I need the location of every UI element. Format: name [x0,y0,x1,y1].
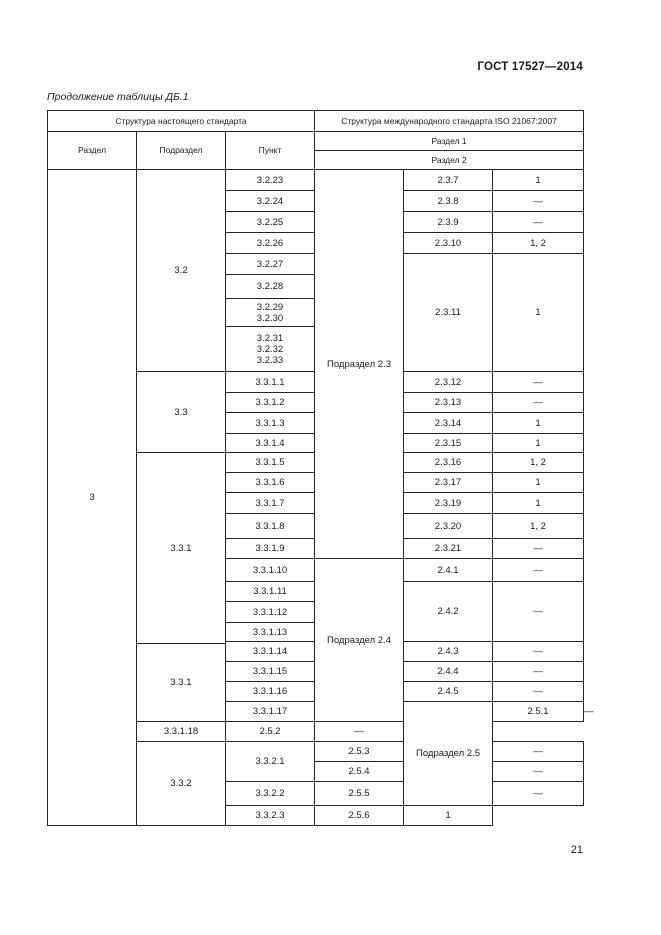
intl-item-cell: 2.3.10 [404,233,493,254]
intl-item-cell: 2.3.15 [404,434,493,453]
intl-item-cell: 2.5.2 [226,722,315,742]
item-cell: 3.2.28 [226,275,315,299]
intl-item-cell: 2.3.9 [404,212,493,233]
intl-item-cell: 2.3.16 [404,453,493,473]
note-cell: — [493,559,584,582]
item-cell: 3.3.1.13 [226,623,315,642]
note-cell: 1 [493,413,584,434]
item-cell: 3.3.1.10 [226,559,315,582]
intl-item-cell: 2.5.5 [315,782,404,806]
note-cell: 1, 2 [493,233,584,254]
subsection-cell: 3.2 [137,170,226,372]
item-cell: 3.3.1.18 [137,722,226,742]
intl-subsection-cell: Подраздел 2.3 [315,170,404,559]
note-cell: 1, 2 [493,514,584,539]
table-row: 3.3.1.17 Подраздел 2.5 2.5.1 — [48,702,584,722]
item-cell: 3.3.1.16 [226,682,315,702]
note-cell: — [493,682,584,702]
item-cell: 3.3.2.1 [226,742,315,782]
item-cell: 3.3.1.3 [226,413,315,434]
subsection-cell: 3.3.1 [137,453,226,644]
subsection-cell: 3.3.1 [137,644,226,722]
note-cell: — [493,212,584,233]
intl-subsection-cell: Подраздел 2.4 [315,559,404,722]
note-cell: — [493,662,584,682]
intl-item-cell: 2.5.4 [315,762,404,782]
note-cell: — [493,782,584,806]
item-cell: 3.3.2.3 [226,806,315,826]
item-cell: 3.3.1.7 [226,493,315,514]
intl-item-cell: 2.4.3 [404,642,493,662]
note-cell: — [493,642,584,662]
item-cell: 3.3.1.5 [226,453,315,473]
item-cell: 3.2.23 [226,170,315,191]
item-cell: 3.3.1.1 [226,372,315,393]
correspondence-table [47,110,594,826]
item-cell: 3.3.2.2 [226,782,315,806]
intl-item-cell: 2.3.8 [404,191,493,212]
intl-item-cell: 2.3.13 [404,393,493,413]
item-cell: 3.3.1.6 [226,473,315,493]
note-cell: — [493,582,584,642]
intl-level1-header: Раздел 1 [315,132,584,151]
header-row [48,111,584,132]
document-code: ГОСТ 17527—2014 [477,61,583,73]
intl-item-cell: 2.3.21 [404,539,493,559]
header-row [48,132,584,151]
item-cell: 3.3.1.8 [226,514,315,539]
intl-item-cell: 2.3.12 [404,372,493,393]
note-cell: — [493,539,584,559]
note-cell: — [493,372,584,393]
item-cell: 3.2.26 [226,233,315,254]
intl-item-cell: 2.3.14 [404,413,493,434]
intl-level2-header: Раздел 2 [315,151,584,170]
intl-item-cell: 2.4.4 [404,662,493,682]
intl-item-cell: 2.4.1 [404,559,493,582]
intl-item-cell: 2.4.2 [404,582,493,642]
note-cell: — [493,762,584,782]
intl-item-cell: 2.3.11 [404,254,493,372]
item-cell: 3.2.25 [226,212,315,233]
intl-item-cell: 2.5.3 [315,742,404,762]
item-cell: 3.2.24 [226,191,315,212]
note-cell: — [493,393,584,413]
col-header-item: Пункт [226,132,315,170]
note-cell: 1 [493,170,584,191]
item-cell: 3.2.27 [226,254,315,275]
intl-item-cell: 2.4.5 [404,682,493,702]
note-cell: 1 [404,806,493,826]
note-cell: — [493,191,584,212]
intl-item-cell: 2.5.6 [315,806,404,826]
col-header-section: Раздел [48,132,137,170]
note-cell: 1 [493,473,584,493]
page-number: 21 [570,844,583,856]
item-cell: 3.2.31 3.2.32 3.2.33 [226,327,315,372]
intl-item-cell: 2.3.19 [404,493,493,514]
intl-item-cell: 2.3.20 [404,514,493,539]
intl-item-cell: 2.5.1 [493,702,584,722]
item-cell: 3.3.1.9 [226,539,315,559]
subsection-cell: 3.3 [137,372,226,453]
subsection-cell: 3.3.2 [137,742,226,826]
intl-subsection-cell: Подраздел 2.5 [404,702,493,806]
item-cell: 3.3.1.11 [226,582,315,602]
note-cell: 1 [493,493,584,514]
section-cell: 3 [48,170,137,826]
note-cell: — [315,722,404,742]
international-structure-header: Структура международного стандарта ISO 21067:2007 [315,111,584,132]
intl-item-cell: 2.3.7 [404,170,493,191]
item-cell: 3.3.1.2 [226,393,315,413]
note-cell: — [493,742,584,762]
item-cell: 3.3.1.17 [226,702,315,722]
note-cell: 1 [493,254,584,372]
note-cell: 1, 2 [493,453,584,473]
col-header-subsection: Подраздел [137,132,226,170]
national-structure-header: Структура настоящего стандарта [48,111,315,132]
intl-item-cell: 2.3.17 [404,473,493,493]
table-row [48,170,584,191]
item-cell: 3.3.1.12 [226,602,315,623]
item-cell: 3.2.29 3.2.30 [226,299,315,327]
item-cell: 3.3.1.15 [226,662,315,682]
item-cell: 3.3.1.4 [226,434,315,453]
item-cell: 3.3.1.14 [226,642,315,662]
table-caption: Продолжение таблицы ДБ.1 [47,91,189,103]
note-cell: 1 [493,434,584,453]
